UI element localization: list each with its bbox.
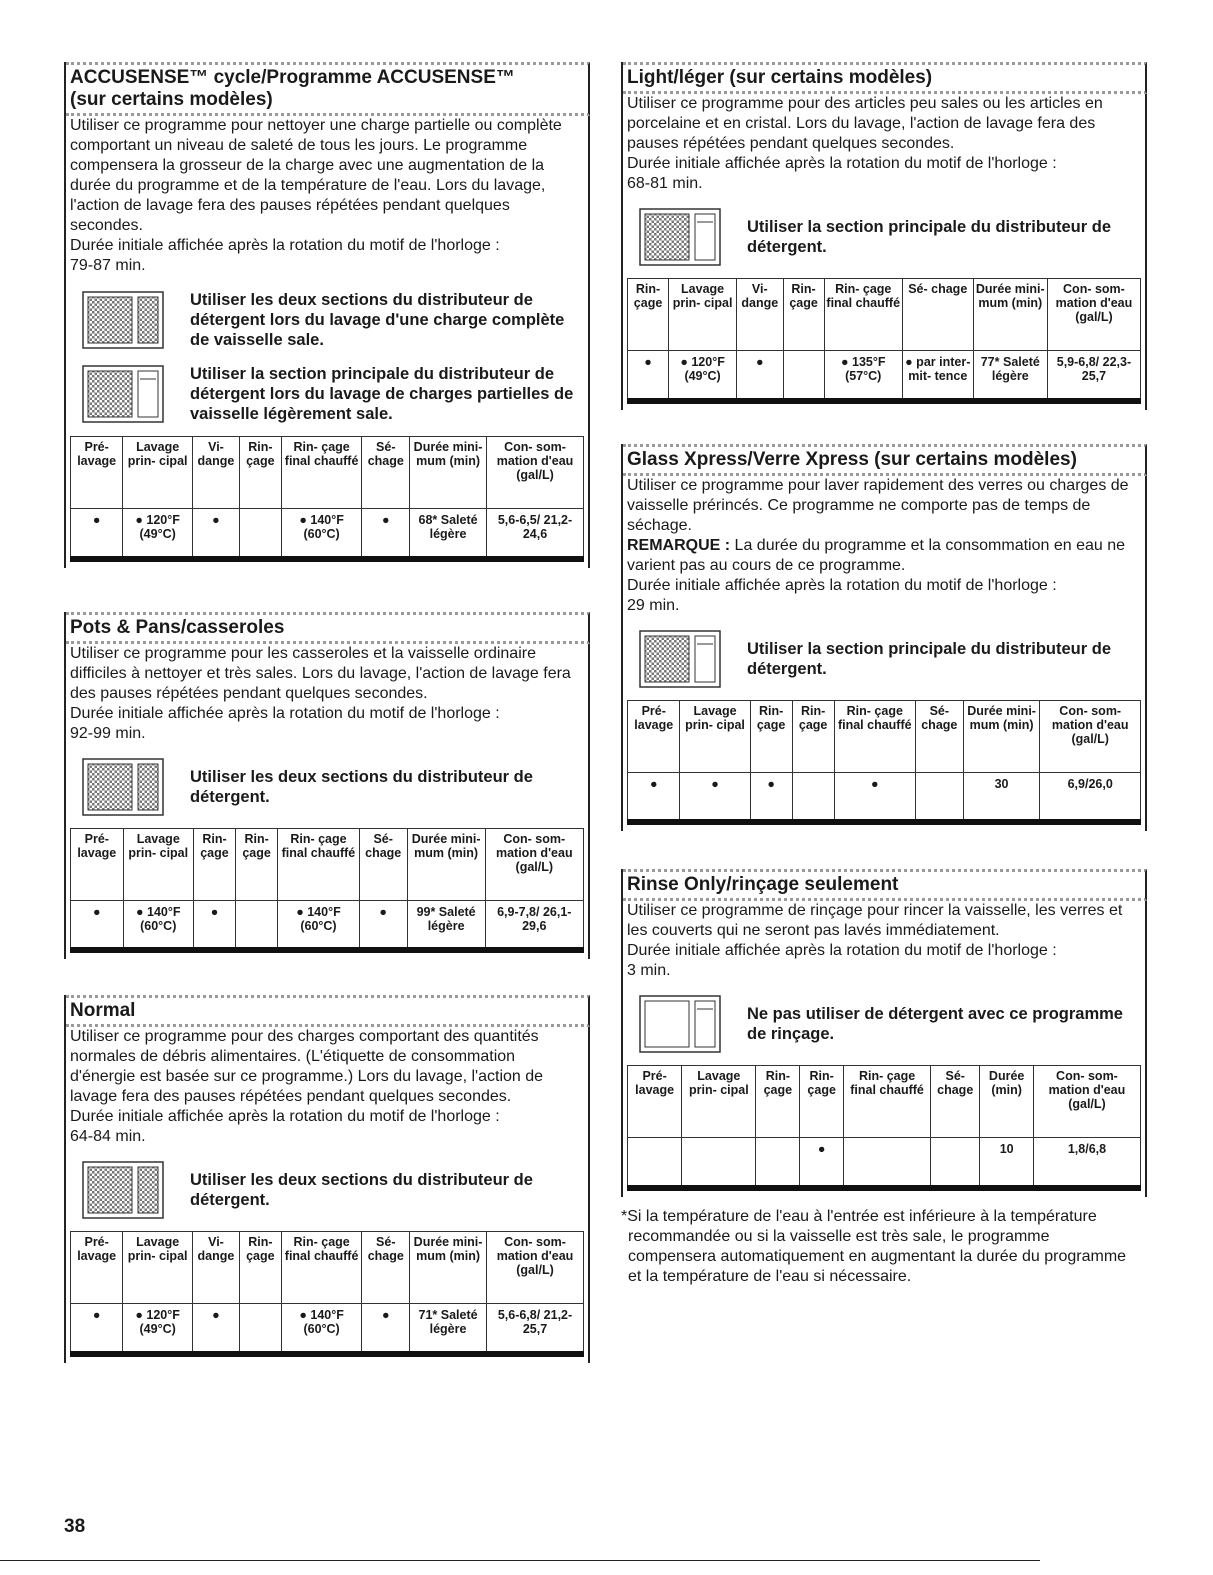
section-body	[66, 1027, 590, 1363]
section-body	[623, 476, 1147, 832]
bottom-rule	[0, 1560, 1040, 1561]
table-row: ● ● 120°F (49°C) ● ● 140°F (60°C) ● 71* Saleté légère 5,6-6,8/ 21,2-25,7	[71, 1304, 584, 1354]
dispenser-none-icon	[639, 995, 721, 1053]
duration-value: 29 min.	[627, 596, 680, 614]
duration-label: Durée initiale affichée après la rotation du motif de l'horloge :	[627, 576, 1057, 594]
dispenser-instruction: Utiliser la section principale du distributeur de détergent.	[627, 194, 1141, 270]
section-light	[621, 62, 1147, 410]
dispenser-both-icon	[82, 758, 164, 816]
duration-value: 3 min.	[627, 962, 671, 979]
duration-label: Durée initiale affichée après la rotation du motif de l'horloge :	[70, 237, 500, 254]
page-number: 38	[64, 1516, 86, 1537]
section-title: Rinse Only/rinçage seulement	[623, 869, 1147, 901]
dispenser-both-icon	[82, 1161, 164, 1219]
section-title: Light/léger (sur certains modèles)	[623, 62, 1147, 94]
duration-value: 68-81 min.	[627, 175, 703, 192]
section-body	[623, 94, 1147, 410]
dispenser-main-icon	[639, 208, 721, 266]
cycle-table: Pré- lavage Lavage prin- cipal Vi- dange Rin- çage Rin- çage final chauffé Sé- chage Durée mini- mum (min) Con- som- mation d'eau (gal/L) ● ● 120°F (49°C) ● ● 140°F (60°C) ● 68* Saleté légère 5,6-6,5/ 21,2-24,6	[70, 436, 584, 562]
table-row: ● ● 120°F (49°C) ● ● 140°F (60°C) ● 68* Saleté légère 5,6-6,5/ 21,2-24,6	[71, 509, 584, 559]
cycle-table: Pré- lavage Lavage prin- cipal Rin- çage Rin- çage Rin- çage final chauffé Sé- chage Durée mini- mum (min) Con- som- mation d'eau (gal/L) ● ● ● ● 30 6,9/26,0	[627, 700, 1141, 826]
dispenser-main-icon	[82, 365, 164, 423]
left-column	[64, 62, 590, 1363]
description: Utiliser ce programme de rinçage pour rincer la vaisselle, les verres et les couverts qui ne seront pas lavés immédiatement.	[627, 902, 1123, 939]
table-row: ● ● ● ● 30 6,9/26,0	[628, 772, 1141, 822]
dispenser-instruction: Utiliser la section principale du distributeur de détergent.	[627, 616, 1141, 692]
cycle-table: Pré- lavage Lavage prin- cipal Rin- çage Rin- çage Rin- çage final chauffé Sé- chage Durée (min) Con- som- mation d'eau (gal/L) ● 10 1,8/6,8	[627, 1065, 1141, 1191]
description: Utiliser ce programme pour laver rapidement des verres ou charges de vaisselle prérincés. Ce programme ne comporte pas de temps de séchage.	[627, 476, 1129, 534]
cycle-table: Pré- lavage Lavage prin- cipal Vi- dange Rin- çage Rin- çage final chauffé Sé- chage Durée mini- mum (min) Con- som- mation d'eau (gal/L) ● ● 120°F (49°C) ● ● 140°F (60°C) ● 71* Saleté légère 5,6-6,8/ 21,2-25,7	[70, 1231, 584, 1357]
section-title: Normal	[66, 995, 590, 1027]
dispenser-main-icon	[639, 630, 721, 688]
dispenser-both-icon	[82, 291, 164, 349]
duration-label: Durée initiale affichée après la rotation du motif de l'horloge :	[627, 942, 1057, 959]
table-row: ● ● 120°F (49°C) ● ● 135°F (57°C) ● par inter- mit- tence 77* Saleté légère 5,9-6,8/ 22,3-25,7	[628, 351, 1141, 401]
section-glass-xpress	[621, 444, 1147, 832]
description: Utiliser ce programme pour des articles peu sales ou les articles en porcelaine et en cristal. Lors du lavage, l'action de lavage fera des pauses répétées pendant quelques secondes.	[627, 95, 1103, 152]
section-body	[66, 116, 590, 568]
section-normal	[64, 995, 590, 1363]
section-pots-pans	[64, 612, 590, 960]
duration-value: 92-99 min.	[70, 724, 146, 742]
section-title: ACCUSENSE™ cycle/Programme ACCUSENSE™ (sur certains modèles)	[66, 62, 590, 116]
section-accusense	[64, 62, 590, 568]
dispenser-instruction: Utiliser les deux sections du distributeur de détergent.	[70, 1147, 584, 1223]
section-title: Pots & Pans/casseroles	[66, 612, 590, 644]
description: Utiliser ce programme pour nettoyer une charge partielle ou complète comportant un niveau de saleté de tous les jours. Le programme compensera la grosseur de la charge avec une augmentation de la durée du programme et de la température de l'eau. Lors du lavage, l'action de lavage fera des pauses répétées pendant quelques secondes.	[70, 117, 562, 234]
table-row: ● ● 140°F (60°C) ● ● 140°F (60°C) ● 99* Saleté légère 6,9-7,8/ 26,1-29,6	[71, 900, 584, 950]
section-title: Glass Xpress/Verre Xpress (sur certains modèles)	[623, 444, 1147, 476]
duration-label: Durée initiale affichée après la rotation du motif de l'horloge :	[627, 155, 1057, 172]
section-body	[66, 644, 590, 960]
duration-value: 64-84 min.	[70, 1128, 146, 1145]
dispenser-instruction: Utiliser la section principale du distributeur de détergent lors du lavage de charges partielles de vaisselle légèrement sale.	[70, 354, 584, 428]
dispenser-instruction: Ne pas utiliser de détergent avec ce programme de rinçage.	[627, 981, 1141, 1057]
note: REMARQUE : La durée du programme et la consommation en eau ne varient pas au cours de ce programme.	[627, 536, 1126, 574]
description: Utiliser ce programme pour des charges comportant des quantités normales de débris alimentaires. (L'étiquette de consommation d'énergie est basée sur ce programme.) Lors du lavage, l'action de lavage fera des pauses répétées pendant quelques secondes.	[70, 1028, 544, 1105]
section-rinse-only	[621, 869, 1147, 1197]
dispenser-instruction: Utiliser les deux sections du distributeur de détergent.	[70, 744, 584, 820]
duration-label: Durée initiale affichée après la rotation du motif de l'horloge :	[70, 704, 500, 722]
duration-label: Durée initiale affichée après la rotation du motif de l'horloge :	[70, 1108, 500, 1125]
cycle-table: Rin- çage Lavage prin- cipal Vi- dange Rin- çage Rin- çage final chauffé Sé- chage Durée mini- mum (min) Con- som- mation d'eau (gal/L) ● ● 120°F (49°C) ● ● 135°F (57°C) ● par inter- mit- tence 77* Saleté légère 5,9-6,8/ 22,3-25,7	[627, 278, 1141, 404]
table-row: ● 10 1,8/6,8	[628, 1138, 1141, 1188]
duration-value: 79-87 min.	[70, 257, 146, 274]
section-body	[623, 901, 1147, 1197]
description: Utiliser ce programme pour les casseroles et la vaisselle ordinaire difficiles à nettoyer et très sales. Lors du lavage, l'action de lavage fera des pauses répétées pendant quelques secondes.	[70, 644, 571, 702]
dispenser-instruction: Utiliser les deux sections du distributeur de détergent lors du lavage d'une charge complète de vaisselle sale.	[70, 276, 584, 354]
right-column	[621, 62, 1147, 1287]
footnote: *Si la température de l'eau à l'entrée est inférieure à la température recommandée ou si la vaisselle est très sale, le programme compensera automatiquement en augmentant la durée du programme et la température de l'eau si nécessaire.	[621, 1207, 1127, 1285]
cycle-table: Pré- lavage Lavage prin- cipal Rin- çage Rin- çage Rin- çage final chauffé Sé- chage Durée mini- mum (min) Con- som- mation d'eau (gal/L) ● ● 140°F (60°C) ● ● 140°F (60°C) ● 99* Saleté légère 6,9-7,8/ 26,1-29,6	[70, 828, 584, 954]
